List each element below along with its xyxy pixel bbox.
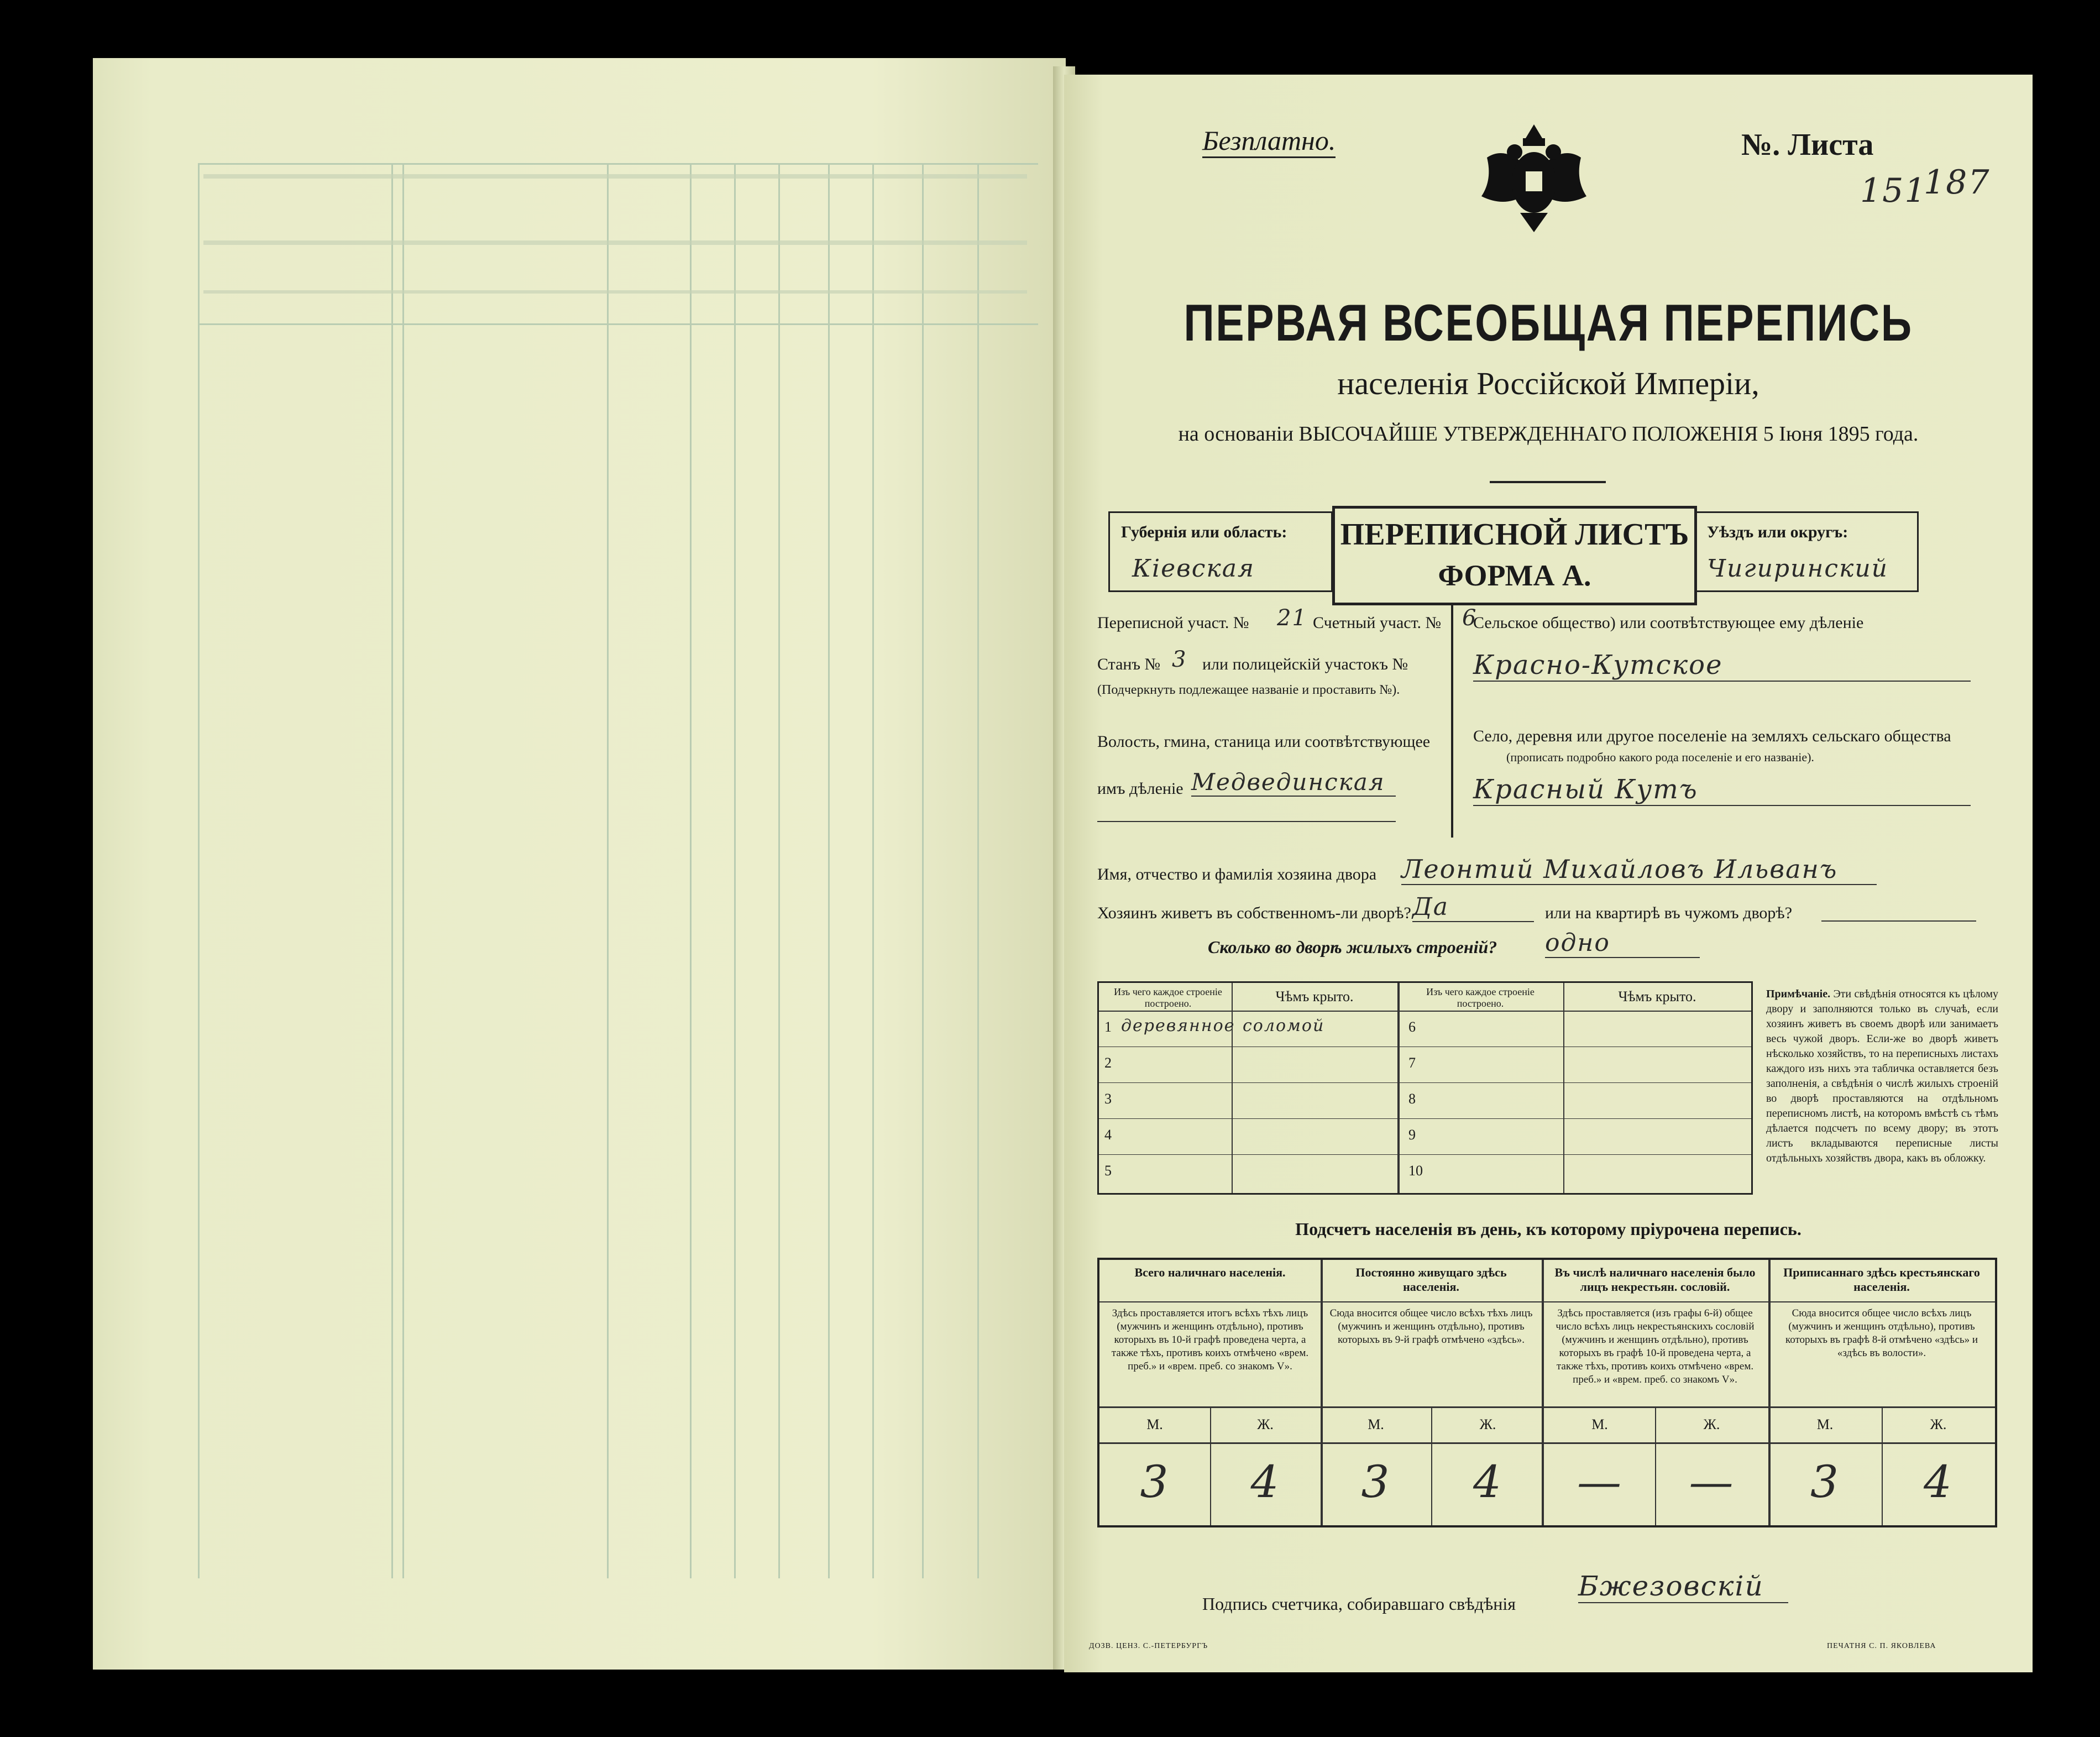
count-col-1-head: Всего наличнаго населенія. — [1134, 1265, 1286, 1279]
count-col-4-desc: Сюда вносится общее число всѣхъ лицъ (мужчинъ и женщинъ отдѣльно), противъ которыхъ въ графѣ 8-й отмѣчено «здѣсь» и «здѣсь въ волости». — [1785, 1307, 1978, 1359]
count-table — [1097, 1258, 1997, 1527]
stan-note: (Подчеркнуть подлежащее названіе и проставить №). — [1097, 683, 1400, 697]
lives-label: Хозяинъ живетъ въ собственномъ-ли дворѣ? — [1097, 904, 1411, 922]
count-title: Подсчетъ населенія въ день, къ которому пріурочена перепись. — [1295, 1219, 1802, 1239]
page-subtitle: населенія Россійской Имперіи, — [1337, 365, 1759, 401]
obshchestvo-value: Красно-Кутское — [1473, 650, 1971, 682]
sheet-number-hand-2: 187 — [1924, 163, 1991, 202]
row-1-roof: соломой — [1243, 1016, 1325, 1035]
double-headed-eagle-icon — [1470, 113, 1598, 235]
lives-value: Да — [1412, 893, 1534, 922]
uezd-label: Уѣздъ или округъ: — [1707, 523, 1848, 541]
uchastok-value: 21 — [1277, 605, 1307, 631]
basis-line: на основаніи ВЫСОЧАЙШЕ УТВЕРЖДЕННАГО ПОЛОЖЕНІЯ 5 Іюня 1895 года. — [1178, 422, 1919, 446]
footer-printer: ПЕЧАТНЯ С. П. ЯКОВЛЕВА — [1827, 1642, 1936, 1650]
count-3-male: — — [1577, 1456, 1622, 1508]
count-col-2-desc: Сюда вносится общее число всѣхъ тѣхъ лицъ (мужчинъ и женщинъ отдѣльно), противъ которыхъ въ 9-й графѣ отмѣчено «здѣсь». — [1329, 1307, 1533, 1346]
form-title-box — [1332, 506, 1697, 605]
grid-line — [734, 163, 736, 1578]
m-label-3: М. — [1591, 1416, 1608, 1432]
ghost-text — [203, 290, 1027, 294]
f-label-3: Ж. — [1703, 1416, 1720, 1432]
volost-value: Медвединская — [1191, 768, 1396, 797]
row-2-num: 2 — [1104, 1055, 1112, 1071]
grid-line — [828, 163, 830, 1578]
obshchestvo-label: Сельское общество) или соотвѣтствующее ему дѣленіе — [1473, 614, 1864, 632]
row-4-num: 4 — [1104, 1127, 1112, 1143]
col-roof-2: Чѣмъ крыто. — [1618, 988, 1696, 1004]
signature-label: Подпись счетчика, собиравшаго свѣдѣнія — [1202, 1594, 1516, 1614]
stan-rest-label: или полицейскій участокъ № — [1202, 655, 1408, 673]
count-col-3-desc: Здѣсь проставляется (изъ графы 6-й) общее число всѣхъ лицъ некрестьянскихъ сословій (мужчинъ и женщинъ отдѣльно), противъ которыхъ въ графѣ 10-й проведена черта, а также тѣхъ, противъ коихъ отмѣчено «врем. преб.» и «врем. преб. со знакомъ V». — [1556, 1307, 1755, 1385]
buildings-note — [1766, 987, 1998, 1166]
row-8-num: 8 — [1408, 1091, 1416, 1107]
grid-line — [778, 163, 780, 1578]
col-roof: Чѣмъ крыто. — [1275, 988, 1354, 1004]
count-col-3-head: Въ числѣ наличнаго населенія было лицъ некрестьян. сословій. — [1554, 1265, 1756, 1294]
grid-line — [872, 163, 874, 1578]
guberniya-box — [1108, 511, 1333, 592]
uezd-box — [1694, 511, 1919, 592]
guberniya-label: Губернія или область: — [1121, 523, 1287, 541]
footer-censor: ДОЗВ. ЦЕНЗ. С.-ПЕТЕРБУРГЪ — [1089, 1642, 1208, 1650]
column-divider — [1451, 605, 1453, 838]
m-label-4: М. — [1816, 1416, 1834, 1432]
grid-line — [198, 323, 1038, 325]
uchastok-label: Переписной участ. № — [1097, 614, 1249, 632]
guberniya-value: Кiевская — [1132, 554, 1255, 583]
count-col-4-head: Приписаннаго здѣсь крестьянскаго населенія. — [1783, 1265, 1980, 1294]
uezd-value: Чигиринский — [1707, 554, 1889, 583]
m-label-2: М. — [1368, 1416, 1384, 1432]
count-3-female: — — [1689, 1456, 1735, 1508]
grid-line — [607, 163, 609, 1578]
volost-label-2: имъ дѣленіе — [1097, 779, 1183, 798]
lives-rest-underline — [1821, 920, 1976, 922]
f-label-4: Ж. — [1930, 1416, 1947, 1432]
note-text: Эти свѣдѣнія относятся къ цѣлому двору и заполняются только въ случаѣ, если хозяинъ живетъ въ своемъ дворѣ или занимаетъ весь чужой дворъ. Если-же во дворѣ живетъ нѣсколько хозяйствъ, то на переписныхъ листахъ каждого изъ нихъ эта табличка оставляется безъ заполненія, а свѣдѣнія о числѣ жилыхъ строеній во дворѣ проставляются на отдѣльномъ переписномъ листѣ, на которомъ вмѣстѣ съ тѣмъ дѣлается подсчетъ по всему двору; въ этотъ листъ вкладываются переписные листы отдѣльныхъ хозяйствъ двора, какъ въ обложку. — [1766, 988, 1999, 1164]
count-2-male: 3 — [1361, 1456, 1391, 1508]
row-10-num: 10 — [1408, 1163, 1423, 1179]
count-2-female: 4 — [1473, 1456, 1502, 1508]
grid-line — [198, 163, 1038, 165]
selo-note: (прописать подробно какого рода поселеніе и его названіе). — [1506, 750, 1814, 764]
grid-line — [402, 163, 404, 1578]
count-col-1-desc: Здѣсь проставляется итогъ всѣхъ тѣхъ лицъ (мужчинъ и женщинъ отдѣльно), противъ которыхъ въ 10-й графѣ проведена черта, а также тѣхъ, противъ коихъ отмѣчено «врем. преб.» и «врем. преб. со знакомъ V». — [1111, 1307, 1309, 1372]
left-page — [93, 58, 1066, 1670]
col-material-2: Изъ чего каждое строеніе построено. — [1426, 986, 1535, 1009]
volost-label: Волость, гмина, станица или соотвѣтствующее — [1097, 733, 1431, 751]
lives-rest-label: или на квартирѣ въ чужомъ дворѣ? — [1545, 904, 1793, 922]
ornament-divider — [1490, 481, 1606, 483]
stan-value: 3 — [1172, 647, 1187, 672]
f-label-2: Ж. — [1479, 1416, 1496, 1432]
buildings-table — [1097, 981, 1753, 1195]
count-4-male: 3 — [1810, 1456, 1840, 1508]
form-letter: ФОРМА А. — [1438, 559, 1591, 592]
row-1-material: деревянное — [1121, 1016, 1235, 1035]
count-1-male: 3 — [1140, 1456, 1170, 1508]
free-label: Безплатно. — [1202, 124, 1336, 158]
census-form-page — [1064, 75, 2033, 1672]
grid-line — [690, 163, 692, 1578]
form-title: ПЕРЕПИСНОЙ ЛИСТЪ — [1340, 517, 1689, 552]
selo-value: Красный Кутъ — [1473, 774, 1971, 806]
note-title: Примѣчаніе. — [1766, 988, 1831, 1000]
grid-line — [391, 163, 393, 1578]
grid-line — [198, 163, 200, 1578]
col-material: Изъ чего каждое строеніе построено. — [1114, 986, 1222, 1009]
sheet-number-label: №. Листа — [1741, 128, 1874, 162]
f-label-1: Ж. — [1257, 1416, 1274, 1432]
count-1-female: 4 — [1250, 1456, 1280, 1508]
schet-label: Счетный участ. № — [1313, 614, 1442, 632]
row-5-num: 5 — [1104, 1163, 1112, 1179]
owner-value: Леонтий Михайловъ Ильванъ — [1401, 854, 1877, 885]
page-title: ПЕРВАЯ ВСЕОБЩАЯ ПЕРЕПИСЬ — [1183, 294, 1913, 352]
stan-label: Станъ № — [1097, 655, 1161, 673]
signature-value: Бжезовскiй — [1578, 1570, 1788, 1603]
row-9-num: 9 — [1408, 1127, 1416, 1143]
row-1-num: 1 — [1104, 1019, 1112, 1035]
selo-label: Село, деревня или другое поселеніе на земляхъ сельскаго общества — [1473, 727, 1951, 745]
buildings-label: Сколько во дворѣ жилыхъ строеній? — [1208, 937, 1497, 957]
row-7-num: 7 — [1408, 1055, 1416, 1071]
volost-underline — [1097, 821, 1396, 822]
grid-line — [922, 163, 924, 1578]
ghost-text — [203, 174, 1027, 179]
grid-line — [977, 163, 979, 1578]
row-3-num: 3 — [1104, 1091, 1112, 1107]
schet-value: 6 — [1462, 605, 1478, 631]
sheet-number-hand: 151 — [1860, 171, 1927, 210]
m-label-1: М. — [1146, 1416, 1163, 1432]
count-4-female: 4 — [1924, 1456, 1953, 1508]
owner-label: Имя, отчество и фамилія хозяина двора — [1097, 865, 1377, 883]
count-col-2-head: Постоянно живущаго здѣсь населенія. — [1355, 1265, 1507, 1294]
ghost-text — [203, 240, 1027, 245]
buildings-value: одно — [1545, 929, 1700, 958]
row-6-num: 6 — [1408, 1019, 1416, 1035]
